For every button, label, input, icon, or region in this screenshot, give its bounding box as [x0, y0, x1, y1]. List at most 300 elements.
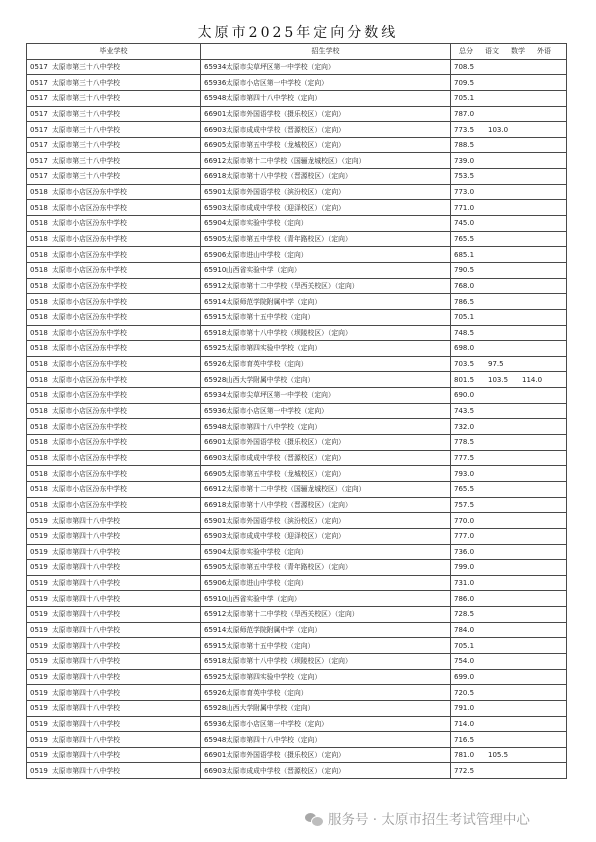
table-row: [27, 216, 567, 232]
score-cell: [451, 481, 567, 497]
school-name: 太原市第三十八中学校: [52, 172, 120, 181]
score-cell: [451, 653, 567, 669]
total-score: 731.0: [454, 579, 475, 588]
admitting-school-cell: [201, 716, 451, 732]
total-score: 745.0: [454, 219, 475, 228]
graduating-school-cell: [27, 544, 201, 560]
target-code: 65901: [204, 188, 227, 197]
admitting-school-cell: [201, 294, 451, 310]
admitting-school-cell: [201, 513, 451, 529]
table-header-row: [27, 44, 567, 60]
graduating-school-cell: [27, 513, 201, 529]
score-cell: [451, 325, 567, 341]
target-name: 太原市第十八中学校（晋源校区）（定向）: [226, 172, 352, 181]
admitting-school-cell: [201, 247, 451, 263]
score-cell: [451, 200, 567, 216]
chinese-score: 103.5: [488, 375, 509, 384]
target-name: 太原市尖草坪区第一中学校（定向）: [226, 391, 335, 400]
table-row: [27, 153, 567, 169]
score-cell: [451, 591, 567, 607]
admitting-school-cell: [201, 403, 451, 419]
total-score: 743.5: [454, 407, 475, 416]
target-code: 66912: [204, 485, 227, 494]
table-row: [27, 435, 567, 451]
table-row: [27, 262, 567, 278]
school-name: 太原市第四十八中学校: [52, 516, 120, 525]
score-cell: [451, 75, 567, 91]
target-name: 太原市外国语学校（摄乐校区）（定向）: [226, 751, 345, 760]
score-cell: [451, 466, 567, 482]
school-name: 太原市第四十八中学校: [52, 719, 120, 728]
school-code: 0518: [30, 422, 48, 431]
school-code: 0518: [30, 281, 48, 290]
school-code: 0519: [30, 563, 48, 572]
target-name: 太原市实验中学校（定向）: [226, 219, 308, 228]
admitting-school-cell: [201, 184, 451, 200]
target-code: 65936: [204, 719, 227, 728]
total-score: 698.0: [454, 344, 475, 353]
admitting-school-cell: [201, 137, 451, 153]
target-code: 65936: [204, 78, 227, 87]
header-foreign: 外语: [537, 47, 551, 56]
header-chinese: 语文: [485, 47, 499, 56]
score-cell: [451, 122, 567, 138]
table-row: [27, 309, 567, 325]
total-score: 770.0: [454, 516, 475, 525]
target-name: 太原市尖草坪区第一中学校（定向）: [226, 62, 335, 71]
admitting-school-cell: [201, 591, 451, 607]
school-name: 太原市小店区汾东中学校: [52, 281, 127, 290]
school-code: 0519: [30, 766, 48, 775]
table-row: [27, 278, 567, 294]
total-score: 771.0: [454, 203, 475, 212]
table-row: [27, 544, 567, 560]
total-score: 778.5: [454, 438, 475, 447]
table-row: [27, 669, 567, 685]
score-cell: [451, 278, 567, 294]
school-name: 太原市小店区汾东中学校: [52, 469, 127, 478]
school-code: 0518: [30, 328, 48, 337]
table-row: [27, 419, 567, 435]
table-row: [27, 90, 567, 106]
graduating-school-cell: [27, 575, 201, 591]
school-code: 0519: [30, 641, 48, 650]
school-code: 0519: [30, 688, 48, 697]
table-row: [27, 231, 567, 247]
school-code: 0519: [30, 579, 48, 588]
table-row: [27, 747, 567, 763]
admitting-school-cell: [201, 466, 451, 482]
target-name: 山西省实验中学（定向）: [226, 266, 301, 275]
score-cell: [451, 309, 567, 325]
table-row: [27, 200, 567, 216]
school-name: 太原市第四十八中学校: [52, 672, 120, 681]
table-row: [27, 575, 567, 591]
total-score: 748.5: [454, 328, 475, 337]
admitting-school-cell: [201, 560, 451, 576]
score-cell: [451, 372, 567, 388]
target-code: 65910: [204, 594, 227, 603]
school-code: 0518: [30, 188, 48, 197]
school-code: 0517: [30, 78, 48, 87]
header-admitting-school: 招生学校: [201, 44, 451, 60]
graduating-school-cell: [27, 309, 201, 325]
school-name: 太原市小店区汾东中学校: [52, 266, 127, 275]
table-row: [27, 356, 567, 372]
table-row: [27, 137, 567, 153]
admitting-school-cell: [201, 575, 451, 591]
target-name: 太原市第十二中学校（国骊龙城校区）（定向）: [226, 156, 366, 165]
target-name: 太原市第十二中学校（旱西关校区）（定向）: [226, 610, 359, 619]
admitting-school-cell: [201, 122, 451, 138]
total-score: 777.5: [454, 453, 475, 462]
school-name: 太原市第四十八中学校: [52, 626, 120, 635]
admitting-school-cell: [201, 106, 451, 122]
school-name: 太原市第三十八中学校: [52, 78, 120, 87]
table-row: [27, 184, 567, 200]
score-cell: [451, 607, 567, 623]
graduating-school-cell: [27, 638, 201, 654]
admitting-school-cell: [201, 653, 451, 669]
admitting-school-cell: [201, 732, 451, 748]
admitting-school-cell: [201, 747, 451, 763]
target-code: 66901: [204, 438, 227, 447]
target-name: 太原市第五中学校（龙城校区）（定向）: [226, 141, 345, 150]
score-cell: [451, 763, 567, 779]
target-name: 太原市成成中学校（晋源校区）（定向）: [226, 766, 345, 775]
graduating-school-cell: [27, 90, 201, 106]
total-score: 708.5: [454, 62, 475, 71]
target-name: 太原市第十二中学校（旱西关校区）（定向）: [226, 281, 359, 290]
graduating-school-cell: [27, 653, 201, 669]
score-cell: [451, 247, 567, 263]
target-code: 65928: [204, 704, 227, 713]
total-score: 768.0: [454, 281, 475, 290]
school-code: 0519: [30, 735, 48, 744]
graduating-school-cell: [27, 341, 201, 357]
school-name: 太原市第三十八中学校: [52, 109, 120, 118]
table-row: [27, 75, 567, 91]
graduating-school-cell: [27, 419, 201, 435]
footer-text: 服务号 · 太原市招生考试管理中心: [328, 812, 530, 828]
score-cell: [451, 638, 567, 654]
total-score: 788.5: [454, 141, 475, 150]
school-name: 太原市小店区汾东中学校: [52, 438, 127, 447]
school-code: 0518: [30, 500, 48, 509]
school-name: 太原市第四十八中学校: [52, 657, 120, 666]
target-name: 太原市小店区第一中学校（定向）: [226, 407, 328, 416]
target-name: 太原市进山中学校（定向）: [226, 250, 308, 259]
admitting-school-cell: [201, 341, 451, 357]
target-name: 太原市第十五中学校（定向）: [226, 313, 315, 322]
graduating-school-cell: [27, 403, 201, 419]
table-row: [27, 450, 567, 466]
table-row: [27, 653, 567, 669]
target-name: 太原市第五中学校（青年路校区）（定向）: [226, 563, 352, 572]
target-name: 太原师范学院附属中学（定向）: [226, 297, 322, 306]
table-body: [27, 59, 567, 778]
school-code: 0519: [30, 594, 48, 603]
score-cell: [451, 732, 567, 748]
graduating-school-cell: [27, 231, 201, 247]
header-total: 总分: [459, 47, 473, 56]
target-code: 65901: [204, 516, 227, 525]
graduating-school-cell: [27, 497, 201, 513]
total-score: 690.0: [454, 391, 475, 400]
table-row: [27, 59, 567, 75]
school-name: 太原市小店区汾东中学校: [52, 453, 127, 462]
target-code: 65934: [204, 391, 227, 400]
target-code: 66901: [204, 109, 227, 118]
table-row: [27, 247, 567, 263]
graduating-school-cell: [27, 716, 201, 732]
school-name: 太原市第四十八中学校: [52, 704, 120, 713]
target-name: 太原市第四十八中学校（定向）: [226, 422, 322, 431]
score-cell: [451, 106, 567, 122]
total-score: 709.5: [454, 78, 475, 87]
total-score: 786.5: [454, 297, 475, 306]
graduating-school-cell: [27, 137, 201, 153]
target-code: 65925: [204, 672, 227, 681]
total-score: 716.5: [454, 735, 475, 744]
total-score: 773.0: [454, 188, 475, 197]
target-name: 太原市育英中学校（定向）: [226, 688, 308, 697]
target-code: 66903: [204, 125, 227, 134]
total-score: 773.5: [454, 125, 475, 134]
admitting-school-cell: [201, 216, 451, 232]
header-math: 数学: [511, 47, 525, 56]
school-name: 太原市第四十八中学校: [52, 688, 120, 697]
school-name: 太原市第三十八中学校: [52, 94, 120, 103]
target-code: 65905: [204, 235, 227, 243]
school-name: 太原市第四十八中学校: [52, 563, 120, 572]
score-cell: [451, 716, 567, 732]
table-row: [27, 481, 567, 497]
total-score: 753.5: [454, 172, 475, 181]
score-cell: [451, 528, 567, 544]
table-row: [27, 388, 567, 404]
target-name: 太原市第四实验中学校（定向）: [226, 344, 322, 353]
school-name: 太原市小店区汾东中学校: [52, 313, 127, 322]
school-code: 0519: [30, 626, 48, 635]
graduating-school-cell: [27, 747, 201, 763]
admitting-school-cell: [201, 372, 451, 388]
table-row: [27, 560, 567, 576]
total-score: 685.1: [454, 250, 475, 259]
graduating-school-cell: [27, 700, 201, 716]
total-score: 699.0: [454, 672, 475, 681]
target-name: 太原市第四实验中学校（定向）: [226, 672, 322, 681]
school-code: 0519: [30, 532, 48, 541]
total-score: 786.0: [454, 594, 475, 603]
total-score: 732.0: [454, 422, 475, 431]
target-name: 太原市第五中学校（龙城校区）（定向）: [226, 469, 345, 478]
score-cell: [451, 90, 567, 106]
table-row: [27, 106, 567, 122]
target-code: 66903: [204, 766, 227, 775]
school-name: 太原市小店区汾东中学校: [52, 391, 127, 400]
target-code: 65904: [204, 219, 227, 228]
target-code: 65906: [204, 579, 227, 588]
graduating-school-cell: [27, 466, 201, 482]
chinese-score: 97.5: [488, 360, 504, 369]
admitting-school-cell: [201, 700, 451, 716]
table-row: [27, 732, 567, 748]
school-code: 0518: [30, 469, 48, 478]
graduating-school-cell: [27, 528, 201, 544]
total-score: 793.0: [454, 469, 475, 478]
score-cell: [451, 747, 567, 763]
school-name: 太原市小店区汾东中学校: [52, 500, 127, 509]
target-code: 65936: [204, 407, 227, 416]
total-score: 736.0: [454, 547, 475, 556]
score-cell: [451, 560, 567, 576]
wechat-icon: [305, 812, 323, 825]
target-name: 山西省实验中学（定向）: [226, 594, 301, 603]
score-cell: [451, 450, 567, 466]
total-score: 703.5: [454, 360, 475, 369]
school-code: 0517: [30, 125, 48, 134]
graduating-school-cell: [27, 294, 201, 310]
school-code: 0519: [30, 547, 48, 556]
graduating-school-cell: [27, 763, 201, 779]
admitting-school-cell: [201, 153, 451, 169]
target-name: 太原市实验中学校（定向）: [226, 547, 308, 556]
admitting-school-cell: [201, 528, 451, 544]
graduating-school-cell: [27, 388, 201, 404]
table-row: [27, 638, 567, 654]
graduating-school-cell: [27, 59, 201, 75]
school-code: 0518: [30, 485, 48, 494]
header-graduating-school: 毕业学校: [27, 44, 201, 60]
target-name: 太原市外国语学校（滨汾校区）（定向）: [226, 188, 345, 197]
score-cell: [451, 544, 567, 560]
target-name: 太原师范学院附属中学（定向）: [226, 626, 322, 635]
school-code: 0518: [30, 453, 48, 462]
graduating-school-cell: [27, 372, 201, 388]
admitting-school-cell: [201, 278, 451, 294]
school-code: 0518: [30, 250, 48, 259]
target-code: 65904: [204, 547, 227, 556]
school-name: 太原市小店区汾东中学校: [52, 407, 127, 416]
score-cell: [451, 231, 567, 247]
school-name: 太原市小店区汾东中学校: [52, 328, 127, 337]
footer-brand: [305, 808, 530, 828]
school-name: 太原市第四十八中学校: [52, 579, 120, 588]
school-code: 0519: [30, 516, 48, 525]
school-name: 太原市第四十八中学校: [52, 751, 120, 760]
admitting-school-cell: [201, 325, 451, 341]
total-score: 705.1: [454, 641, 475, 650]
school-code: 0519: [30, 610, 48, 619]
admitting-school-cell: [201, 544, 451, 560]
school-name: 太原市第四十八中学校: [52, 735, 120, 744]
school-name: 太原市小店区汾东中学校: [52, 188, 127, 197]
target-code: 65925: [204, 344, 227, 353]
graduating-school-cell: [27, 732, 201, 748]
school-name: 太原市小店区汾东中学校: [52, 485, 127, 494]
total-score: 720.5: [454, 688, 475, 697]
target-code: 65903: [204, 203, 227, 212]
total-score: 739.0: [454, 156, 475, 165]
school-code: 0518: [30, 297, 48, 306]
graduating-school-cell: [27, 216, 201, 232]
school-name: 太原市小店区汾东中学校: [52, 422, 127, 431]
admitting-school-cell: [201, 481, 451, 497]
total-score: 705.1: [454, 94, 475, 103]
target-name: 太原市第十八中学校（晋源校区）（定向）: [226, 500, 352, 509]
total-score: 801.5: [454, 375, 475, 384]
graduating-school-cell: [27, 247, 201, 263]
school-name: 太原市小店区汾东中学校: [52, 250, 127, 259]
school-code: 0518: [30, 344, 48, 353]
table-row: [27, 528, 567, 544]
table-row: [27, 372, 567, 388]
header-scores: [451, 44, 567, 60]
school-code: 0518: [30, 266, 48, 275]
table-row: [27, 716, 567, 732]
target-code: 65948: [204, 735, 227, 744]
target-code: 65906: [204, 250, 227, 259]
score-cell: [451, 216, 567, 232]
total-score: 799.0: [454, 563, 475, 572]
table-row: [27, 325, 567, 341]
admitting-school-cell: [201, 638, 451, 654]
table-row: [27, 122, 567, 138]
target-code: 65915: [204, 313, 227, 322]
graduating-school-cell: [27, 669, 201, 685]
admitting-school-cell: [201, 59, 451, 75]
target-name: 山西大学附属中学校（定向）: [226, 375, 315, 384]
target-name: 太原市第十八中学校（坝陵校区）（定向）: [226, 657, 352, 666]
admitting-school-cell: [201, 231, 451, 247]
score-cell: [451, 184, 567, 200]
school-name: 太原市小店区汾东中学校: [52, 297, 127, 306]
score-cell: [451, 622, 567, 638]
school-name: 太原市小店区汾东中学校: [52, 219, 127, 228]
school-code: 0518: [30, 360, 48, 369]
table-row: [27, 763, 567, 779]
graduating-school-cell: [27, 560, 201, 576]
page-title: 太原市2025年定向分数线: [197, 25, 399, 41]
target-code: 66918: [204, 172, 227, 181]
table-row: [27, 591, 567, 607]
chinese-score: 103.0: [488, 125, 509, 134]
total-score: 784.0: [454, 626, 475, 635]
total-score: 757.5: [454, 500, 475, 509]
target-code: 66905: [204, 141, 227, 150]
table-row: [27, 607, 567, 623]
target-name: 太原市成成中学校（晋源校区）（定向）: [226, 453, 345, 462]
admitting-school-cell: [201, 685, 451, 701]
graduating-school-cell: [27, 607, 201, 623]
graduating-school-cell: [27, 106, 201, 122]
target-name: 太原市第五中学校（青年路校区）（定向）: [226, 235, 352, 243]
target-code: 66918: [204, 500, 227, 509]
school-code: 0518: [30, 438, 48, 447]
graduating-school-cell: [27, 685, 201, 701]
admitting-school-cell: [201, 419, 451, 435]
score-cell: [451, 403, 567, 419]
admitting-school-cell: [201, 90, 451, 106]
school-name: 太原市第四十八中学校: [52, 532, 120, 541]
total-score: 790.5: [454, 266, 475, 275]
school-name: 太原市小店区汾东中学校: [52, 375, 127, 384]
admitting-school-cell: [201, 607, 451, 623]
score-cell: [451, 575, 567, 591]
target-name: 太原市第十二中学校（国骊龙城校区）（定向）: [226, 485, 366, 494]
table-row: [27, 466, 567, 482]
